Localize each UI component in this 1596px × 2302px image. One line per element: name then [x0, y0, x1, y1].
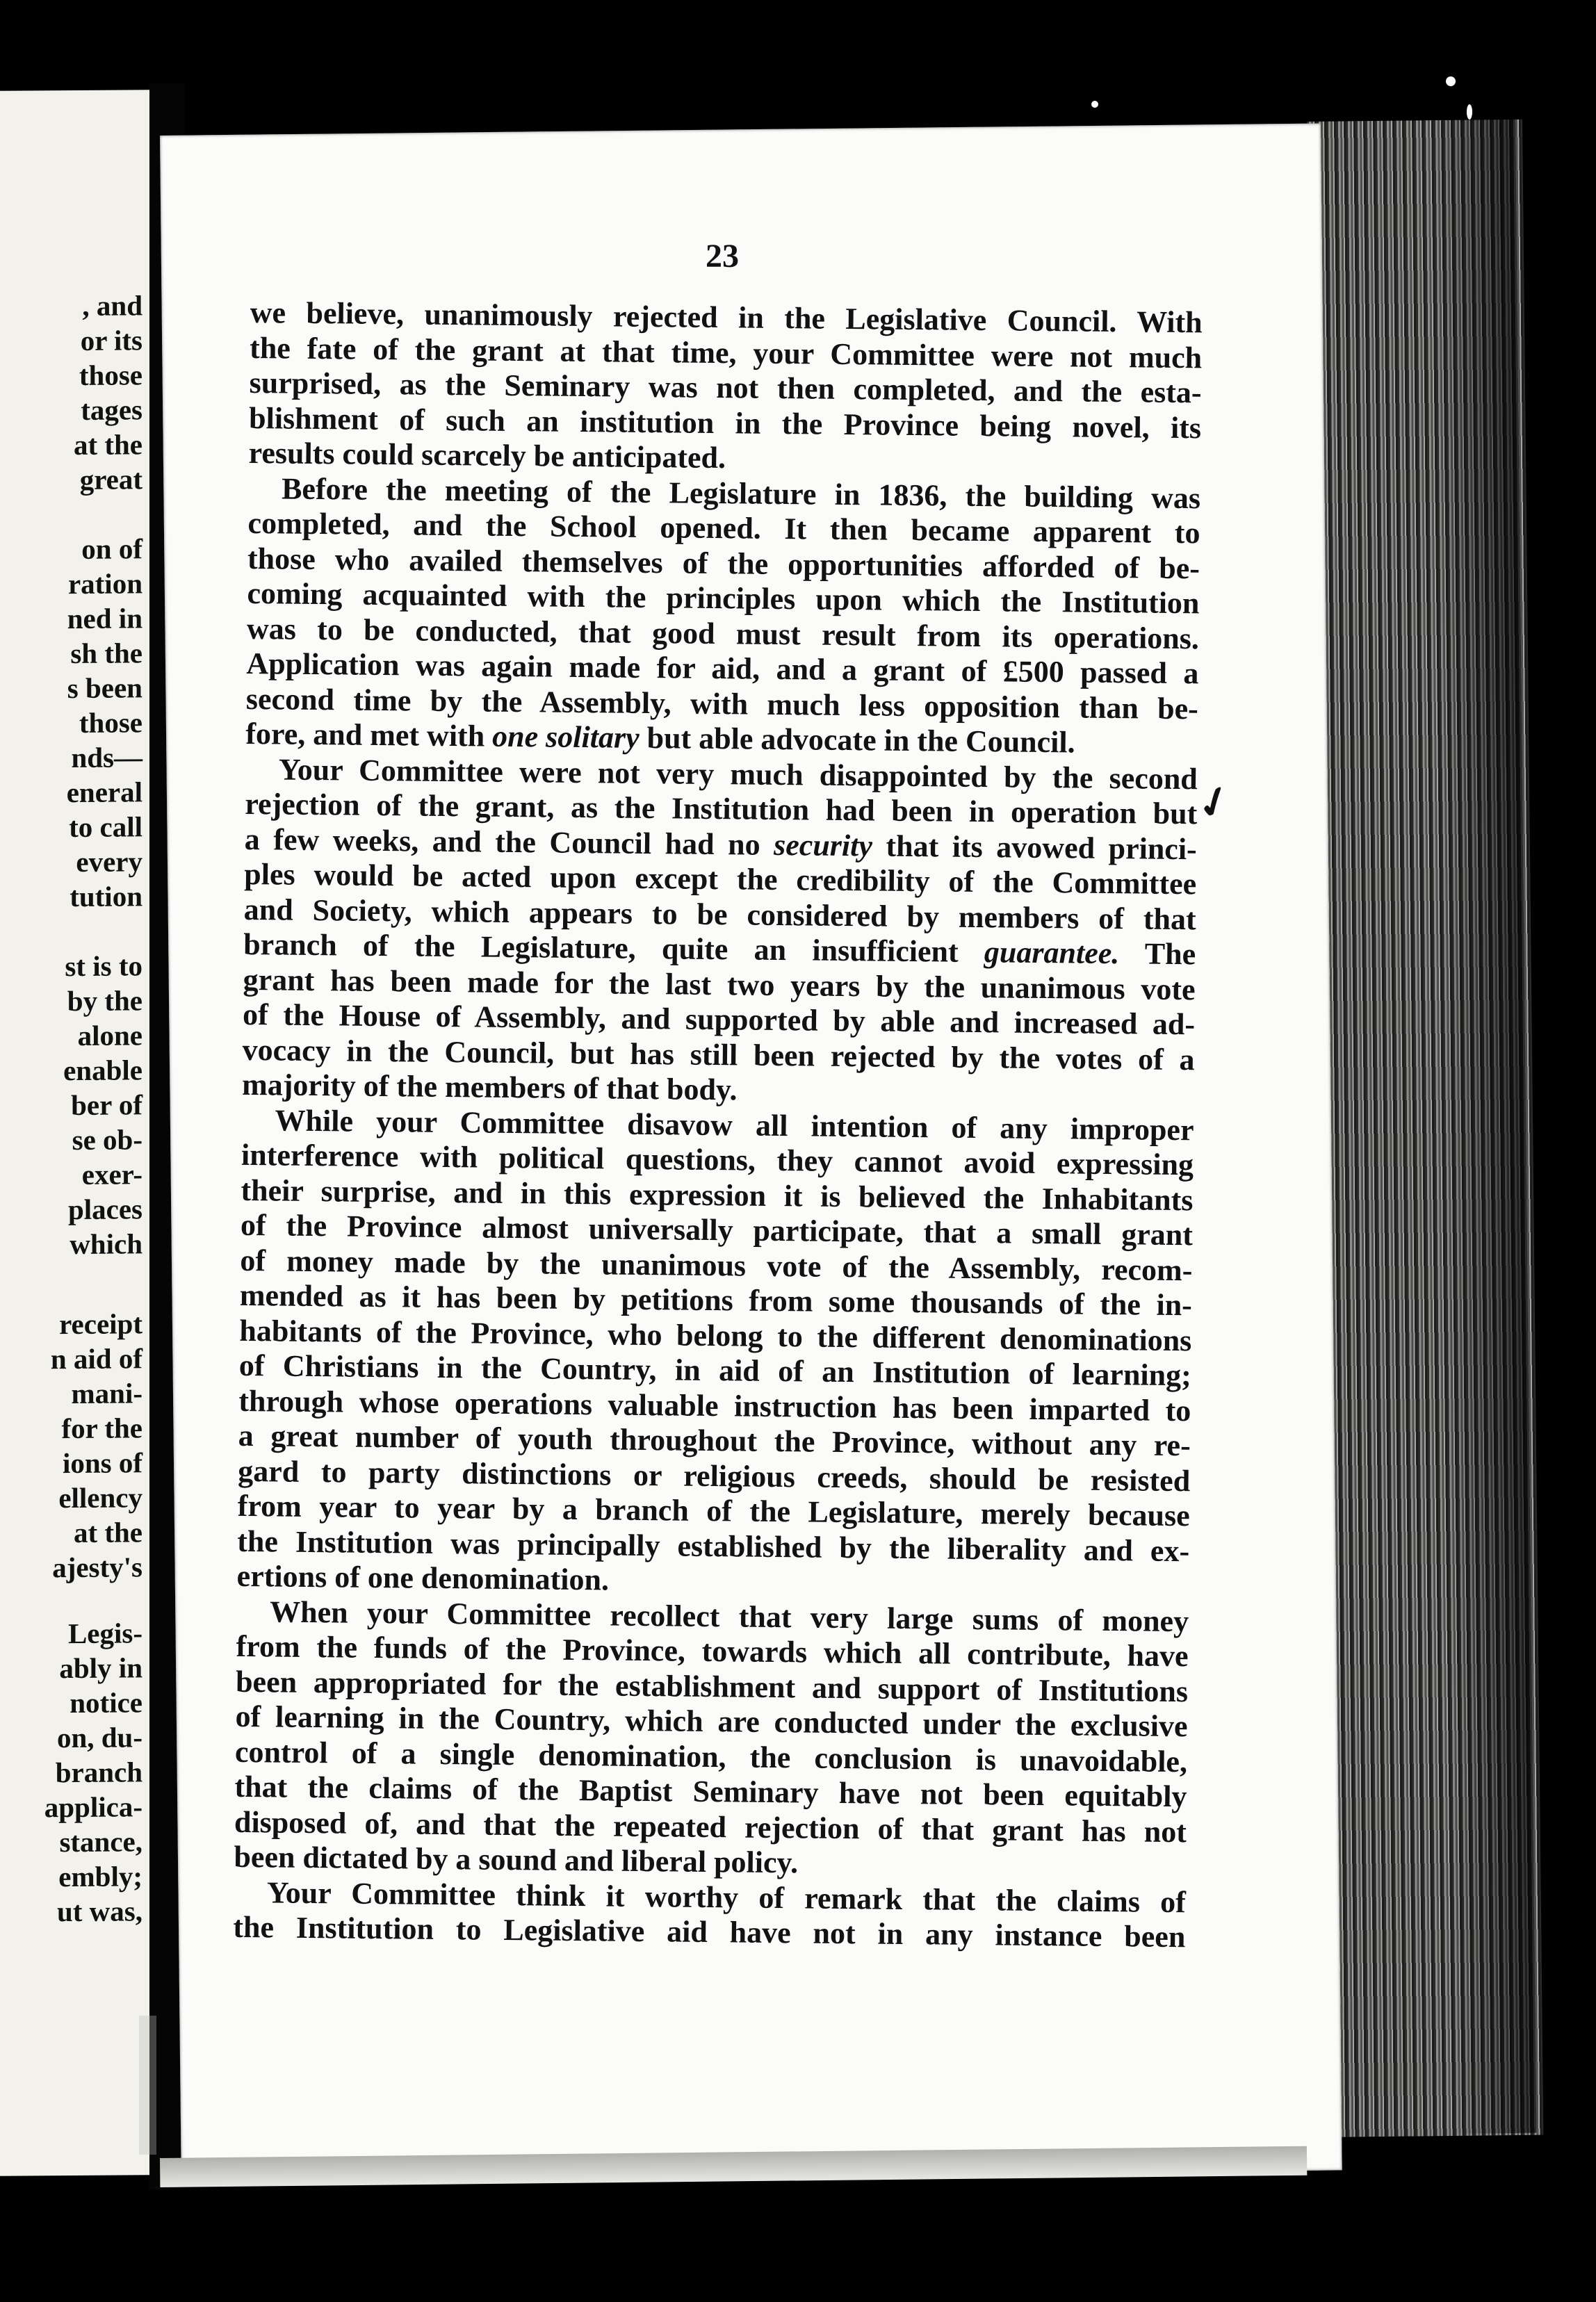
text-line: Your Committee think it worthy of remark that the claims of — [266, 1875, 1187, 1919]
page-number: 23 — [706, 238, 739, 275]
facing-page-fragment: on, du- — [56, 1721, 142, 1754]
text-line: majority of the members of that body. — [241, 1067, 738, 1107]
dust-speck — [1091, 101, 1098, 108]
text-line: surprised, as the Seminary was not then completed, and the esta- — [249, 365, 1202, 410]
text-line: vocacy in the Council, but has still been rejected by the votes of a — [242, 1032, 1195, 1077]
facing-page-fragment: ajesty's — [52, 1551, 142, 1584]
text-line: Your Committee were not very much disappointed by the second — [278, 751, 1198, 796]
facing-page — [0, 90, 149, 2176]
text-line: and Society, which appears to be considered by members of that — [243, 892, 1196, 936]
text-line: a great number of youth throughout the Province, without any re- — [238, 1418, 1191, 1463]
text-line: second time by the Assembly, with much less opposition than be- — [245, 681, 1199, 726]
text-run: The — [1119, 936, 1196, 972]
text-line: ertions of one denomination. — [236, 1558, 610, 1597]
text-run: branch of the Legislature, quite an insufficient — [243, 926, 985, 970]
facing-page-fragment: alone — [77, 1019, 142, 1052]
text-line: coming acquainted with the principles upon which the Institution — [247, 576, 1200, 621]
facing-page-fragment: by the — [67, 984, 142, 1018]
text-line: been dictated by a sound and liberal policy. — [234, 1839, 799, 1880]
facing-page-fragment: ration — [67, 567, 142, 601]
facing-page-fragment: which — [70, 1227, 142, 1261]
text-line: we believe, unanimously rejected in the Legislative Council. With — [250, 295, 1203, 340]
facing-page-fragment: ably in — [59, 1651, 142, 1685]
facing-page-fragment: on of — [81, 532, 142, 565]
margin-check-mark: ✓ — [1190, 775, 1239, 831]
dust-speck — [1446, 76, 1456, 86]
text-line: Before the meeting of the Legislature in 1836, the building was — [281, 471, 1201, 515]
text-run: but able advocate in the Council. — [639, 720, 1075, 760]
facing-page-fragment: s been — [67, 671, 142, 705]
facing-page-fragment: eneral — [66, 776, 142, 809]
text-line: Application was again made for aid, and a grant of £500 passed a — [246, 646, 1199, 691]
text-line: the Institution was principally established by the liberality and ex- — [236, 1524, 1190, 1568]
facing-page-fragment: notice — [70, 1686, 142, 1720]
italic-emphasis: one solitary — [491, 719, 640, 755]
text-line: gard to party distinctions or religious creeds, should be resisted — [238, 1453, 1191, 1498]
facing-page-fragment: exer- — [81, 1158, 142, 1191]
facing-page-fragment: those — [79, 359, 142, 391]
text-line: the fate of the grant at that time, your Committee were not much — [249, 330, 1203, 375]
facing-page-fragment: ned in — [67, 602, 142, 635]
text-run: that its avowed princi- — [872, 828, 1198, 866]
facing-page-fragment: sh the — [70, 637, 142, 670]
text-line: grant has been made for the last two years by the unanimous vote — [243, 962, 1196, 1006]
text-line: of Christians in the Country, in aid of an Institution of learning; — [238, 1348, 1192, 1393]
facing-page-fragment: embly; — [58, 1860, 142, 1893]
text-line: While your Committee disavow all intention of any improper — [275, 1102, 1194, 1147]
facing-page-fragment: Legis- — [67, 1617, 142, 1650]
facing-page-fragment: for the — [61, 1412, 142, 1445]
facing-page-fragment: ut was, — [56, 1895, 142, 1928]
facing-page-fragment: at the — [73, 1516, 142, 1549]
facing-page-fragment: st is to — [65, 949, 142, 983]
italic-emphasis: guarantee. — [984, 935, 1120, 971]
text-line: through whose operations valuable instruction has been imparted to — [238, 1383, 1191, 1428]
facing-page-fragment: every — [76, 845, 142, 878]
text-line: of the House of Assembly, and supported by able and increased ad- — [242, 997, 1196, 1042]
text-line: habitants of the Province, who belong to the different denominations — [239, 1313, 1192, 1357]
facing-page-fragment: mani- — [71, 1377, 142, 1410]
text-line: mended as it has been by petitions from some thousands of the in- — [239, 1277, 1193, 1323]
facing-page-fragment: to call — [69, 810, 142, 844]
dust-speck — [1467, 104, 1472, 120]
text-line: blishment of such an institution in the Province being novel, its — [248, 400, 1202, 445]
facing-page-fragment: , and — [82, 289, 142, 322]
facing-page-fragment: tution — [70, 880, 142, 913]
text-line: of the Province almost universally participate, that a small grant — [240, 1207, 1194, 1252]
text-line: interference with political questions, they cannot avoid expressing — [241, 1137, 1194, 1182]
facing-page-fragment: great — [79, 463, 142, 496]
italic-emphasis: security — [773, 827, 873, 863]
facing-page-fragment: n aid of — [50, 1342, 142, 1376]
facing-page-fragment: enable — [63, 1054, 142, 1087]
facing-page-fragment: tages — [81, 393, 142, 426]
text-line: was to be conducted, that good must result from its operations. — [246, 611, 1200, 655]
facing-page-fragment: at the — [73, 428, 142, 462]
facing-page-fragment: ions of — [62, 1446, 142, 1480]
body-text — [233, 295, 1203, 1955]
text-line: completed, and the School opened. It then became apparent to — [247, 505, 1200, 550]
text-line: that the claims of the Baptist Seminary have not been equitably — [234, 1769, 1187, 1814]
gutter-highlight — [139, 2016, 156, 2155]
facing-page-fragment: applica- — [44, 1790, 142, 1824]
facing-page-fragment: places — [67, 1193, 142, 1226]
text-line: When your Committee recollect that very large sums of money — [269, 1594, 1189, 1638]
facing-page-fragment: receipt — [59, 1307, 142, 1341]
text-line: from year to year by a branch of the Legislature, merely because — [237, 1488, 1190, 1533]
text-line: been appropriated for the establishment and support of Institutions — [235, 1664, 1189, 1708]
facing-page-fragment: se ob- — [72, 1123, 142, 1157]
text-line: ples would be acted upon except the credibility of the Committee — [244, 856, 1197, 901]
facing-page-fragment: ellency — [58, 1481, 142, 1515]
facing-page-fragment: nds— — [71, 741, 142, 774]
facing-page-fragment: ber of — [71, 1088, 142, 1122]
text-line: of money made by the unanimous vote of the Assembly, recom- — [240, 1243, 1193, 1287]
text-line: results could scarcely be anticipated. — [248, 435, 726, 475]
text-line: their surprise, and in this expression it is believed the Inhabitants — [241, 1173, 1194, 1217]
text-line: disposed of, and that the repeated rejection of that grant has not — [234, 1804, 1187, 1849]
facing-page-fragment: branch — [55, 1756, 142, 1789]
text-line: of learning in the Country, which are conducted under the exclusive — [235, 1699, 1188, 1744]
facing-page-fragment: stance, — [59, 1825, 142, 1859]
text-run: a few weeks, and the Council had no — [244, 822, 774, 862]
text-line: from the funds of the Province, towards which all contribute, have — [236, 1628, 1189, 1674]
text-line: rejection of the grant, as the Institution had been in operation but — [245, 786, 1198, 831]
facing-page-fragment: or its — [80, 324, 142, 357]
text-run: fore, and met with — [245, 716, 493, 753]
text-line: those who availed themselves of the opportunities afforded of be- — [247, 541, 1200, 585]
text-line: control of a single denomination, the conclusion is unavoidable, — [234, 1734, 1188, 1779]
facing-page-fragment: those — [79, 706, 142, 739]
text-line: the Institution to Legislative aid have not in any instance been — [233, 1909, 1186, 1954]
